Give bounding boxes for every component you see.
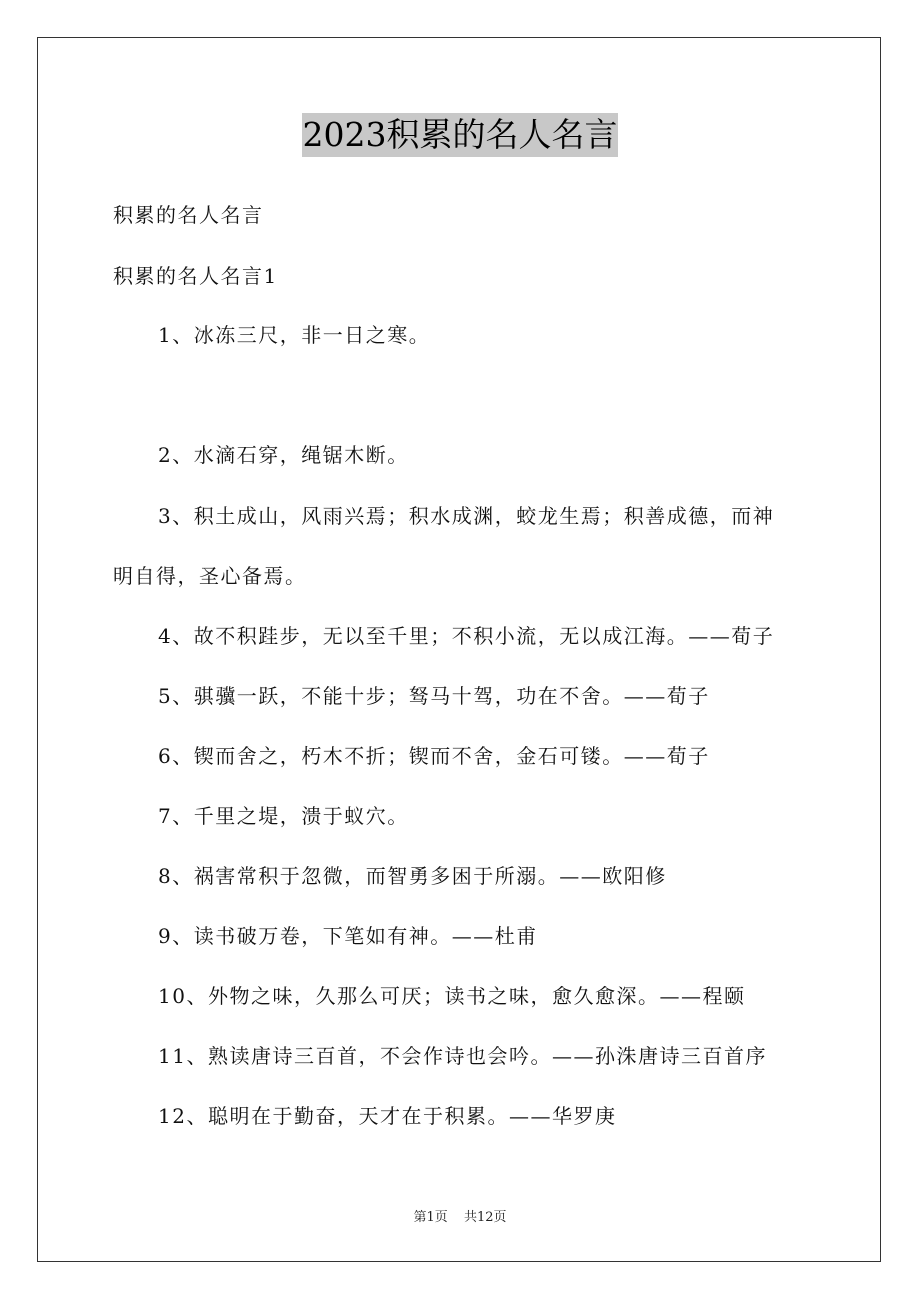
heading: 积累的名人名言 [113,203,264,227]
quote-line: 9、读书破万卷，下笔如有神。——杜甫 [158,924,538,948]
document-title: 2023积累的名人名言 [302,113,618,157]
quote-line: 1、冰冻三尺，非一日之寒。 [158,323,431,347]
quote-line: 4、故不积跬步，无以至千里；不积小流，无以成江海。——荀子 [158,624,775,648]
quote-line: 11、熟读唐诗三百首，不会作诗也会吟。——孙洙唐诗三百首序 [158,1044,767,1068]
quote-line-continued: 明自得，圣心备焉。 [113,564,307,588]
quote-line: 5、骐骥一跃，不能十步；驽马十驾，功在不舍。——荀子 [158,684,710,708]
quote-line: 12、聪明在于勤奋，天才在于积累。——华罗庚 [158,1104,617,1128]
subheading: 积累的名人名言1 [113,264,278,288]
page-footer [0,1206,920,1225]
quote-line: 10、外物之味，久那么可厌；读书之味，愈久愈深。——程颐 [158,984,746,1008]
quote-line: 6、锲而舍之，朽木不折；锲而不舍，金石可镂。——荀子 [158,744,710,768]
quote-line: 8、祸害常积于忽微，而智勇多困于所溺。——欧阳修 [158,864,667,888]
page-number: 第1页 [413,1210,448,1225]
quote-line: 3、积土成山，风雨兴焉；积水成渊，蛟龙生焉；积善成德，而神 [158,504,775,528]
page-count: 共12页 [463,1210,507,1225]
quote-line: 7、千里之堤，溃于蚁穴。 [158,804,409,828]
quote-line: 2、水滴石穿，绳锯木断。 [158,443,409,467]
